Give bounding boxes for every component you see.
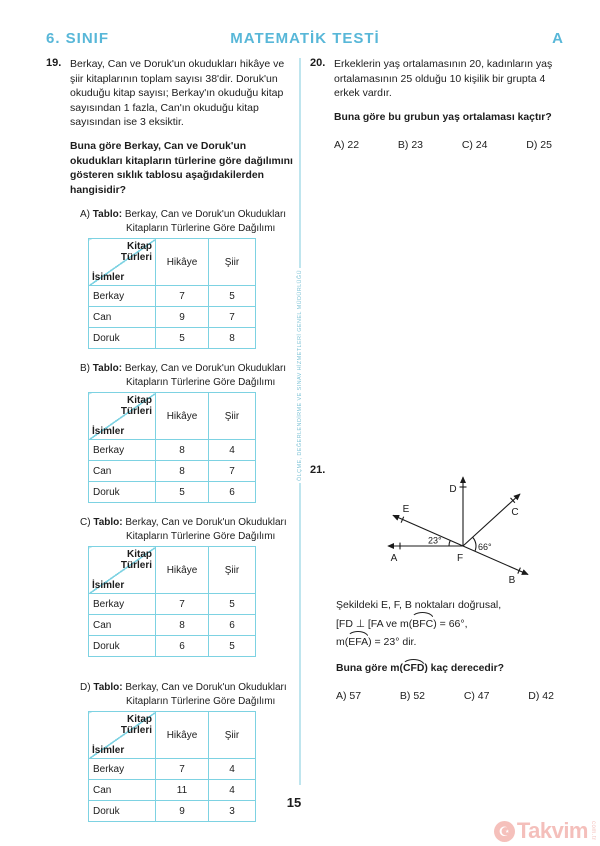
corner-cell [89, 239, 156, 286]
answer-options [334, 139, 552, 151]
angle-name: BFC [412, 615, 433, 634]
value-cell: 4 [209, 780, 256, 801]
caption-line2: Kitapların Türlerine Göre Dağılımı [126, 222, 276, 234]
column-header: Hikâye [156, 239, 209, 286]
name-cell: Can [89, 780, 156, 801]
crescent-star-icon: ☪ [494, 821, 515, 842]
value-cell: 5 [209, 636, 256, 657]
institution-side-text: ÖLÇME, DEĞERLENDİRME VE SINAV HİZMETLERİ GENEL MÜDÜRLÜĞÜ [292, 268, 308, 483]
takvim-watermark [494, 818, 596, 844]
question-body: Erkeklerin yaş ortalamasının 20, kadınların yaş ortalamasının 25 olduğu 10 kişilik bir grupta 4 erkek vardır. [334, 58, 553, 100]
caption-bold: Tablo: [93, 682, 123, 694]
frequency-table-a [88, 238, 256, 349]
corner-top-label: Kitap Türleri [120, 241, 152, 264]
value-cell: 7 [209, 307, 256, 328]
question-stem: Buna göre Berkay, Can ve Doruk'un okudukları kitapların türlerine göre dağılımını gösteren sıklık tablosu aşağıdakilerden hangisidir? [70, 140, 293, 196]
watermark-brand: Takvim [516, 818, 588, 843]
point-label-e: E [402, 504, 410, 516]
caption-bold: Tablo: [92, 209, 123, 221]
caption-line1: Berkay, Can ve Doruk'un Okudukları [125, 682, 287, 694]
corner-top-label: Kitap Türleri [120, 714, 152, 737]
angle-name: CFD [403, 662, 424, 677]
table-header-row [89, 712, 256, 759]
math-text: Buna göre m( [336, 662, 403, 674]
name-cell: Berkay [89, 759, 156, 780]
option-b [46, 362, 294, 503]
value-cell: 9 [156, 307, 209, 328]
vertex-label-f: F [456, 553, 464, 565]
column-header: Şiir [209, 712, 256, 759]
name-cell: Can [89, 461, 156, 482]
option-d: D) 25 [526, 139, 552, 152]
point-label-c: C [511, 507, 519, 519]
table-row [89, 482, 256, 503]
caption-bold: Tablo: [92, 363, 123, 375]
option-caption [80, 208, 294, 235]
question-number: 20. [310, 57, 326, 69]
question-19 [46, 57, 294, 822]
name-cell: Berkay [89, 286, 156, 307]
angle-name: EFA [348, 633, 368, 652]
value-cell: 8 [156, 440, 209, 461]
option-c: C) 24 [461, 139, 488, 152]
table-row [89, 594, 256, 615]
watermark-suffix: com.tr [590, 821, 596, 841]
question-20 [310, 57, 568, 151]
table-row [89, 307, 256, 328]
name-cell: Berkay [89, 440, 156, 461]
caption-line1: Berkay, Can ve Doruk'un Okudukları [125, 517, 287, 529]
ray-fb [463, 546, 528, 575]
figure-row [310, 464, 568, 589]
grade-label: 6. SINIF [46, 30, 110, 47]
value-cell: 7 [156, 594, 209, 615]
value-cell: 7 [209, 461, 256, 482]
corner-top-label: Kitap Türleri [120, 395, 152, 418]
point-label-a: A [390, 553, 398, 565]
column-header: Şiir [209, 239, 256, 286]
value-cell: 6 [209, 615, 256, 636]
corner-bottom-label: İsimler [92, 426, 125, 438]
angle-arc-23 [449, 541, 450, 547]
option-c [46, 516, 294, 657]
option-a [46, 208, 294, 349]
value-cell: 9 [156, 801, 209, 822]
point-label-b: B [508, 575, 516, 587]
math-text: ) = 23° dir. [368, 636, 417, 649]
angle-figure [366, 464, 546, 589]
corner-cell [89, 393, 156, 440]
caption-line2: Kitapların Türlerine Göre Dağılımı [126, 530, 276, 542]
option-caption [80, 362, 294, 389]
math-text: ) = 66°, [433, 617, 468, 630]
answer-options [336, 690, 554, 702]
option-a: A) 22 [334, 139, 360, 152]
name-cell: Doruk [89, 328, 156, 349]
page-number: 15 [286, 795, 302, 810]
frequency-table-b [88, 392, 256, 503]
math-text: ) kaç derecedir? [424, 662, 505, 674]
option-b: B) 52 [399, 690, 426, 703]
given-statements [336, 596, 568, 652]
option-a: A) 57 [336, 690, 362, 703]
point-label-d: D [449, 484, 457, 496]
value-cell: 8 [209, 328, 256, 349]
left-column [46, 57, 294, 822]
corner-cell [89, 712, 156, 759]
option-c: C) 47 [463, 690, 490, 703]
corner-bottom-label: İsimler [92, 580, 125, 592]
angle-value-23: 23° [428, 535, 442, 546]
value-cell: 5 [209, 594, 256, 615]
value-cell: 3 [209, 801, 256, 822]
statement-2 [336, 615, 568, 634]
column-header: Hikâye [156, 547, 209, 594]
caption-bold: Tablo: [93, 517, 123, 529]
name-cell: Berkay [89, 594, 156, 615]
corner-top-label: Kitap Türleri [120, 549, 152, 572]
column-header: Hikâye [156, 712, 209, 759]
value-cell: 6 [209, 482, 256, 503]
column-header: Şiir [209, 547, 256, 594]
corner-cell [89, 547, 156, 594]
value-cell: 4 [209, 759, 256, 780]
question-stem [336, 662, 568, 677]
table-row [89, 636, 256, 657]
angle-arc-66 [473, 538, 476, 552]
value-cell: 11 [156, 780, 209, 801]
booklet-label: A [552, 30, 564, 47]
table-row [89, 615, 256, 636]
value-cell: 4 [209, 440, 256, 461]
statement-1: Şekildeki E, F, B noktaları doğrusal, [336, 599, 502, 612]
name-cell: Doruk [89, 801, 156, 822]
table-row [89, 286, 256, 307]
option-label: C) [80, 517, 91, 529]
option-label: B) [80, 363, 90, 375]
value-cell: 5 [156, 328, 209, 349]
corner-bottom-label: İsimler [92, 745, 125, 757]
option-b: B) 23 [397, 139, 424, 152]
table-row [89, 328, 256, 349]
table-row [89, 461, 256, 482]
question-stem: Buna göre bu grubun yaş ortalaması kaçtır? [334, 111, 552, 123]
page-header [46, 30, 564, 47]
name-cell: Can [89, 307, 156, 328]
table-header-row [89, 393, 256, 440]
option-label: A) [80, 209, 90, 221]
option-d: D) 42 [528, 690, 554, 703]
angle-value-66: 66° [478, 542, 492, 553]
question-21 [310, 464, 568, 702]
question-number: 19. [46, 57, 62, 69]
value-cell: 7 [156, 759, 209, 780]
frequency-table-c [88, 546, 256, 657]
value-cell: 8 [156, 461, 209, 482]
corner-bottom-label: İsimler [92, 272, 125, 284]
column-header: Hikâye [156, 393, 209, 440]
name-cell: Doruk [89, 636, 156, 657]
table-row [89, 440, 256, 461]
value-cell: 7 [156, 286, 209, 307]
value-cell: 8 [156, 615, 209, 636]
caption-line2: Kitapların Türlerine Göre Dağılımı [126, 695, 276, 707]
column-header: Şiir [209, 393, 256, 440]
question-body: Berkay, Can ve Doruk'un okudukları hikâye ve şiir kitaplarının toplam sayısı 38'dir. Doruk'un okuduğu kitap sayısı; Berkay'ın okuduğu kitap sayısından 1 fazla, Can'ın okuduğu kitap sayısından ise 3 eksiktir. [70, 58, 285, 129]
ray-fc [463, 494, 520, 546]
question-number: 21. [310, 464, 326, 477]
math-text: m( [336, 636, 349, 649]
table-row [89, 759, 256, 780]
value-cell: 5 [209, 286, 256, 307]
option-caption [80, 516, 294, 543]
math-text: [FD ⊥ [FA ve m( [336, 617, 413, 630]
table-header-row [89, 239, 256, 286]
caption-line1: Berkay, Can ve Doruk'un Okudukları [124, 209, 287, 221]
option-caption [80, 681, 294, 708]
test-title: MATEMATİK TESTİ [230, 30, 380, 47]
table-header-row [89, 547, 256, 594]
caption-line2: Kitapların Türlerine Göre Dağılımı [126, 376, 276, 388]
option-label: D) [80, 682, 91, 694]
statement-3 [336, 633, 568, 652]
name-cell: Doruk [89, 482, 156, 503]
name-cell: Can [89, 615, 156, 636]
right-column [310, 57, 568, 702]
caption-line1: Berkay, Can ve Doruk'un Okudukları [124, 363, 287, 375]
value-cell: 5 [156, 482, 209, 503]
value-cell: 6 [156, 636, 209, 657]
